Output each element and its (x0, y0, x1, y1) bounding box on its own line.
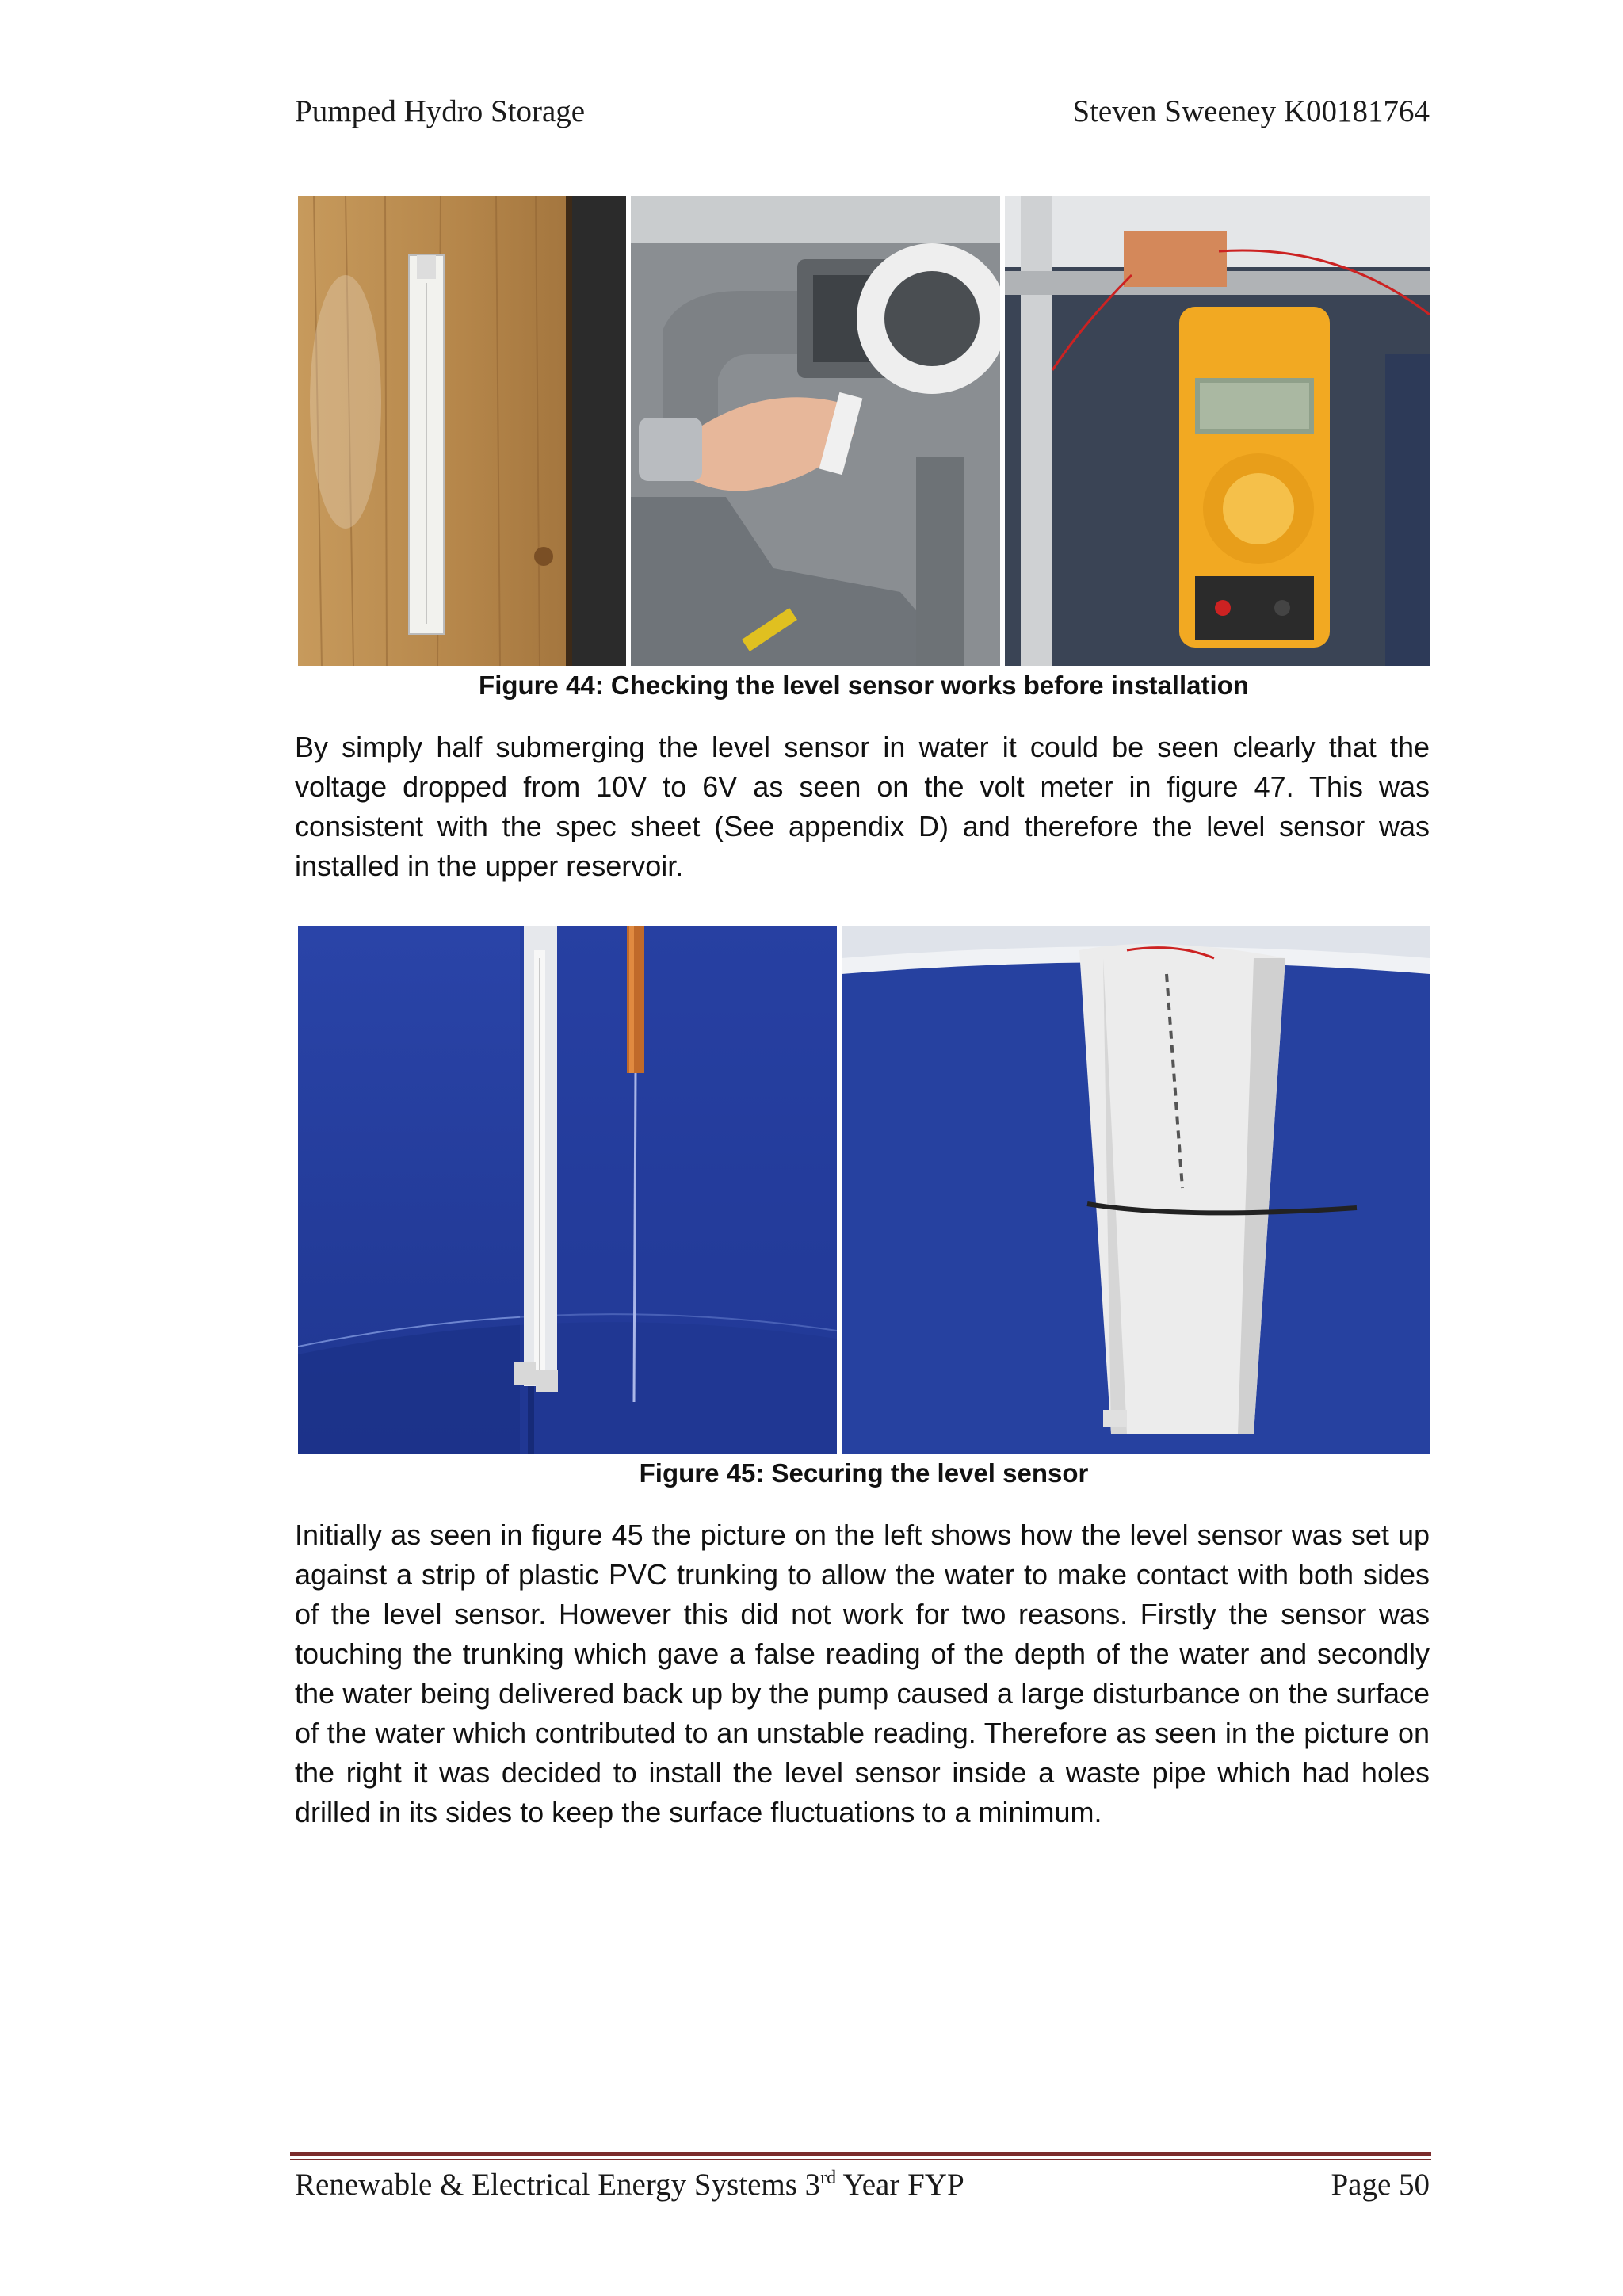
footer-rule-thin (290, 2159, 1431, 2160)
photo-sensor-in-waste-pipe (842, 926, 1430, 1454)
header-title: Pumped Hydro Storage (295, 94, 586, 128)
photo-multimeter-reading (1005, 196, 1430, 666)
figure-44 (298, 196, 1430, 666)
figure-45 (298, 926, 1430, 1454)
paragraph-2: Initially as seen in figure 45 the picture on the left shows how the level sensor was set up against a strip of plastic PVC trunking to allow the water to make contact with both sides of the level sensor. However this did not work for two reasons. Firstly the sensor was touching the trunking which gave a false reading of the depth of the water and secondly the water being delivered back up by the pump caused a large disturbance on the surface of the water which contributed to an unstable reading. Therefore as seen in the picture on the right it was decided to install the level sensor inside a waste pipe which had holes drilled in its sides to keep the surface fluctuations to a minimum. (295, 1519, 1430, 1828)
photo-sensor-on-bench (298, 196, 626, 666)
page-footer (295, 2167, 1430, 2214)
figure-44-caption: Figure 44: Checking the level sensor works before installation (479, 670, 1249, 700)
photo-hand-holding-sensor (631, 196, 1000, 666)
figure-45-caption: Figure 45: Securing the level sensor (639, 1458, 1089, 1488)
page-number: Page 50 (1331, 2168, 1430, 2202)
footer-rule (290, 2152, 1431, 2156)
header-author: Steven Sweeney K00181764 (1072, 94, 1430, 128)
photo-sensor-against-trunking (298, 926, 837, 1454)
footer-course: Renewable & Electrical Energy Systems 3rd Year FYP (295, 2168, 964, 2202)
paragraph-1: By simply half submerging the level sensor in water it could be seen clearly that the voltage dropped from 10V to 6V as seen on the volt meter in figure 47. This was consistent with the spec sheet (See appendix D) and therefore the level sensor was installed in the upper reservoir. (295, 731, 1430, 882)
page-header (295, 94, 1430, 141)
